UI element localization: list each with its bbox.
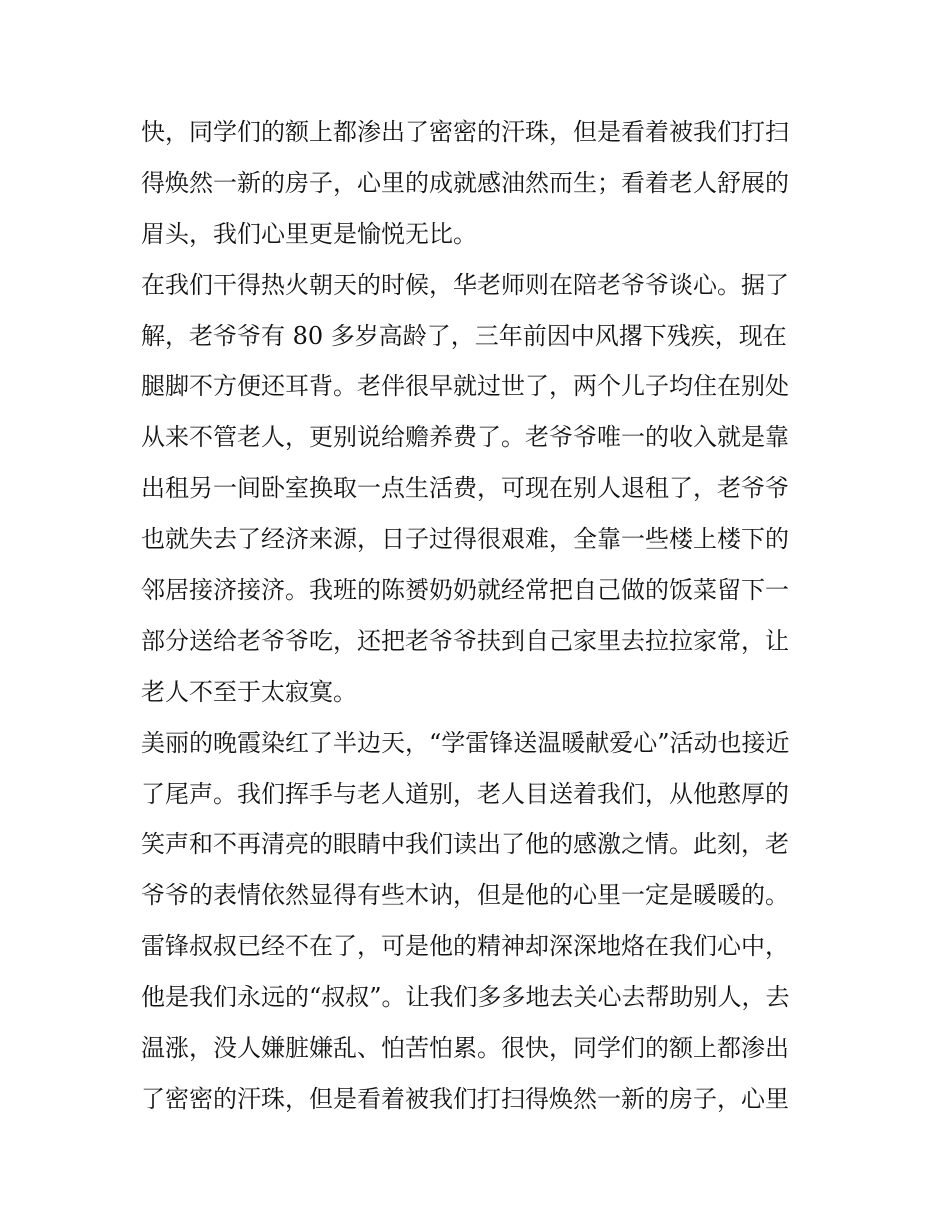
body-text [141,107,813,1125]
text-line: 眉头，我们心里更是愉悦无比。 [141,219,477,248]
text-line: 爷爷的表情依然显得有些木讷，但是他的心里一定是暖暖的。 [141,881,789,910]
text-line: 了密密的汗珠，但是看着被我们打扫得焕然一新的房子，心里 [141,1084,789,1113]
text-line: 腿脚不方便还耳背。老伴很早就过世了，两个儿子均住在别处 [141,372,789,401]
text-line: 了尾声。我们挥手与老人道别，老人目送着我们，从他憨厚的 [141,779,789,808]
text-line: 解，老爷爷有 80 多岁高龄了，三年前因中风撂下残疾，现在 [141,321,787,350]
text-line: 他是我们永远的“叔叔”。让我们多多地去关心去帮助别人，去 [141,983,790,1012]
text-line: 出租另一间卧室换取一点生活费，可现在别人退租了，老爷爷 [141,474,789,503]
text-line: 邻居接济接济。我班的陈赟奶奶就经常把自己做的饭菜留下一 [141,576,789,605]
text-line: 老人不至于太寂寞。 [141,677,357,706]
text-line: 快，同学们的额上都渗出了密密的汗珠，但是看着被我们打扫 [141,118,789,146]
text-line: 也就失去了经济来源，日子过得很艰难，全靠一些楼上楼下的 [141,525,789,554]
text-line: 在我们干得热火朝天的时候，华老师则在陪老爷爷谈心。据了 [141,270,789,299]
text-line: 从来不管老人，更别说给赡养费了。老爷爷唯一的收入就是靠 [141,423,789,452]
text-line: 美丽的晚霞染红了半边天，“学雷锋送温暖献爱心”活动也接近 [141,728,790,757]
text-line: 得焕然一新的房子，心里的成就感油然而生；看着老人舒展的 [141,168,789,197]
text-line: 雷锋叔叔已经不在了，可是他的精神却深深地烙在我们心中， [141,932,789,961]
text-line: 温涨，没人嫌脏嫌乱、怕苦怕累。很快，同学们的额上都渗出 [141,1034,789,1063]
text-line: 笑声和不再清亮的眼睛中我们读出了他的感激之情。此刻，老 [141,830,789,859]
text-line: 部分送给老爷爷吃，还把老爷爷扶到自己家里去拉拉家常，让 [141,626,789,655]
